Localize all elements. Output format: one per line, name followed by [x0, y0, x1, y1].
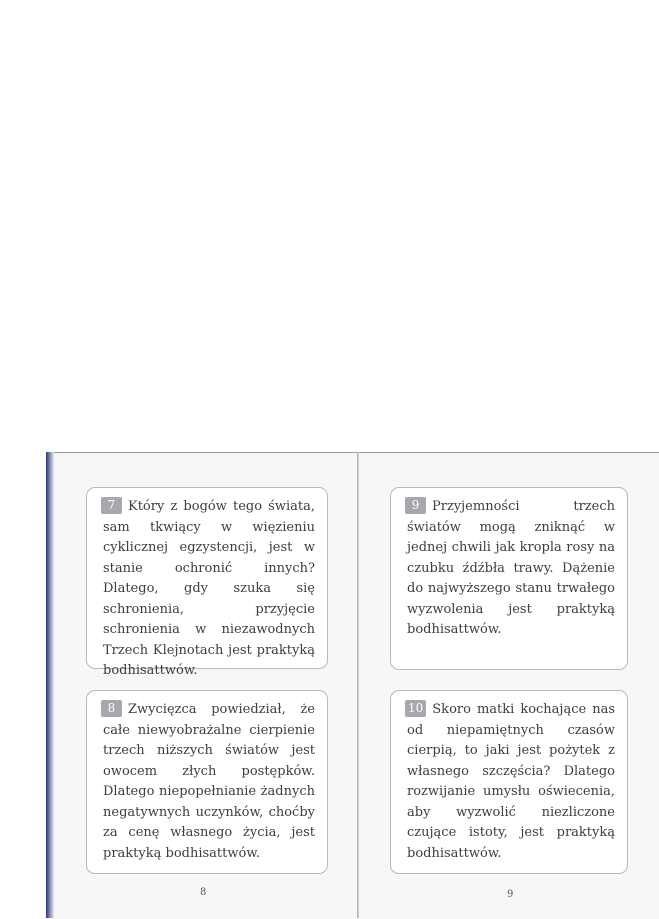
book-edge-shadow [46, 452, 54, 918]
verse-card-8 [86, 690, 328, 874]
blank-area [0, 0, 659, 452]
verse-text: Przyjemności trzech światów mogą zniknąć w jednej chwili jak kropla rosy na czubku źdźbła trawy. Dążenie do najwyższego stanu trwałego wyzwolenia jest praktyką bodhisattwów. [407, 499, 615, 637]
verse-number-badge: 7 [101, 497, 122, 514]
verse-number-badge: 10 [405, 700, 426, 717]
verse-card-7 [86, 487, 328, 678]
verse-text: Skoro matki kochające nas od niepamiętnych czasów cierpią, to jaki jest pożytek z własnego szczęścia? Dlatego rozwijanie umysłu oświecenia, aby wyzwolić niezliczone czujące istoty, jest praktyką bodhisattwów. [407, 702, 615, 861]
page-number-left: 8 [200, 887, 207, 898]
verse-card-10 [390, 690, 628, 874]
book-spine [357, 452, 359, 918]
verse-number-badge: 9 [405, 497, 426, 514]
verse-text: Który z bogów tego świata, sam tkwiący w więzieniu cyklicznej egzystencji, jest w stanie ochronić innych? Dlatego, gdy szuka się schronienia, przyjęcie schronienia w niezawodnych Trzech Klejnotach jest praktyką bodhisattwów. [103, 499, 315, 678]
page-number-right: 9 [507, 889, 514, 900]
verse-number-badge: 8 [101, 700, 122, 717]
verse-card-9 [390, 487, 628, 670]
verse-text: Zwycięzca powiedział, że całe niewyobrażalne cierpienie trzech niższych światów jest owocem złych postępków. Dlatego niepopełnianie żadnych negatywnych uczynków, choćby za cenę własnego życia, jest praktyką bodhisattwów. [103, 702, 315, 861]
